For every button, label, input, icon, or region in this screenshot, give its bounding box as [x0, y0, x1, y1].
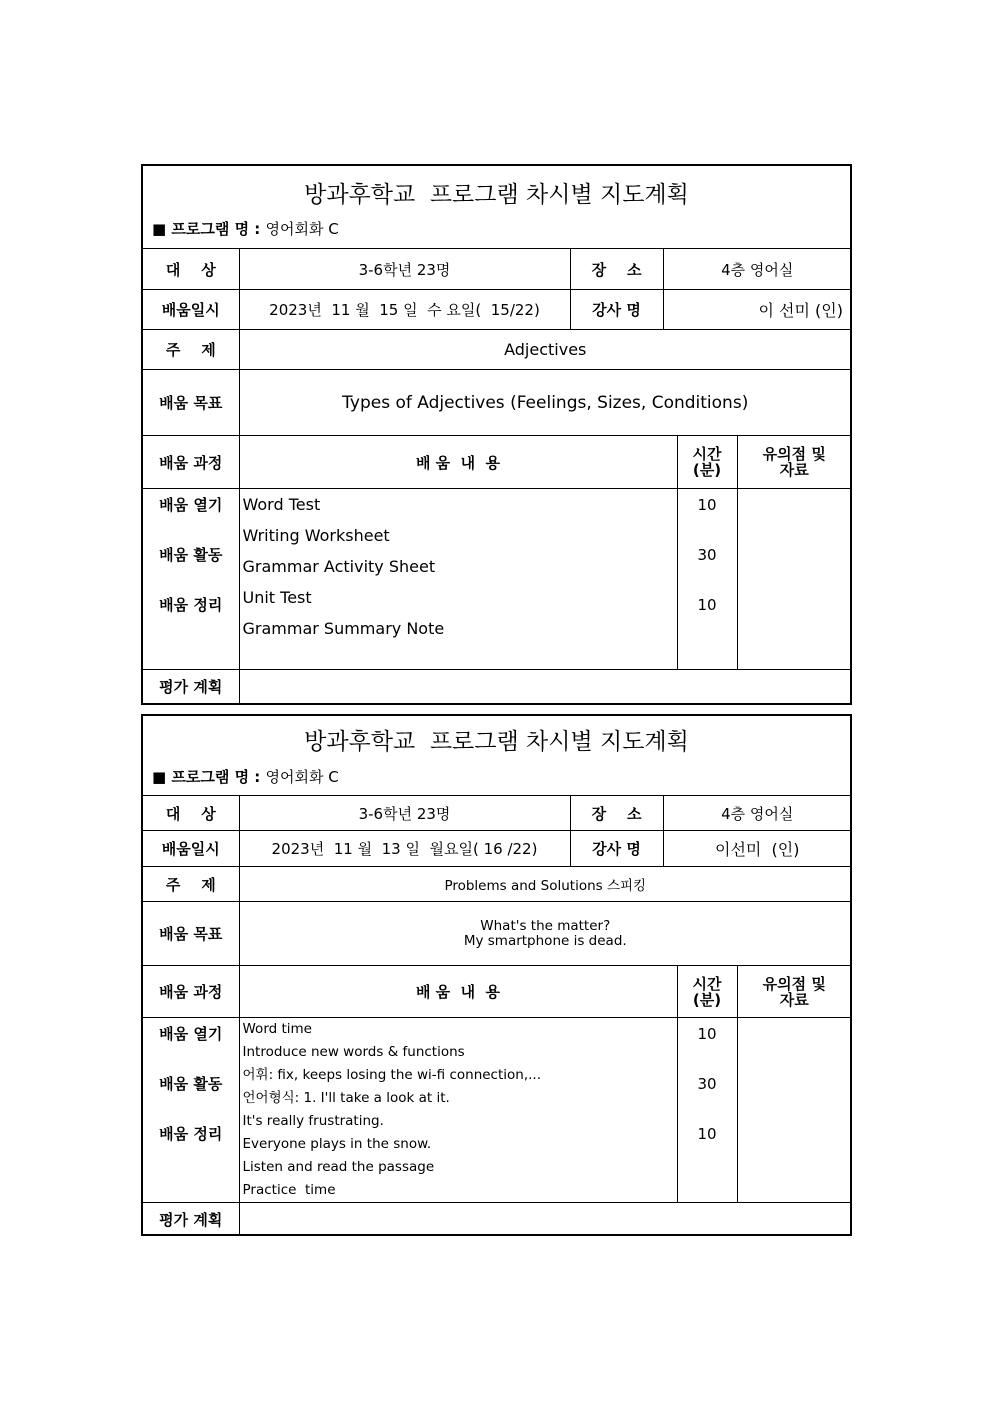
stage-activity: 배움 활동	[159, 1075, 223, 1093]
stage-open: 배움 열기	[159, 496, 223, 514]
minutes-cell	[677, 1018, 737, 1203]
plan-title: 방과후학교 프로그램 차시별 지도계획	[304, 182, 689, 208]
place-label: 장 소	[570, 249, 663, 290]
date-label: 배움일시	[143, 831, 239, 867]
time-label-line2: (분)	[692, 461, 722, 479]
goal-label: 배움 목표	[143, 370, 239, 436]
content-line: Grammar Activity Sheet	[242, 557, 436, 576]
minutes-cell	[677, 489, 737, 670]
place-value: 4층 영어실	[663, 249, 851, 290]
eval-label: 평가 계획	[143, 1203, 239, 1236]
content-line: 언어형식: 1. I'll take a look at it.	[242, 1090, 450, 1106]
lesson-plan-1	[141, 164, 852, 705]
goal-label: 배움 목표	[143, 902, 239, 966]
goal-value	[239, 902, 851, 966]
topic-value: Problems and Solutions 스피킹	[239, 867, 851, 902]
content-line: Listen and read the passage	[242, 1159, 435, 1175]
content-line: Grammar Summary Note	[242, 619, 445, 638]
time-label-line2: (분)	[692, 990, 722, 1009]
stage-open: 배움 열기	[159, 1025, 223, 1043]
lesson-plan-2	[141, 714, 852, 1236]
content-line: Everyone plays in the snow.	[242, 1136, 432, 1152]
content-cell	[239, 489, 677, 670]
stage-activity: 배움 활동	[159, 546, 223, 564]
content-line: It's really frustrating.	[242, 1113, 384, 1129]
content-line: 어휘: fix, keeps losing the wi-fi connection,...	[242, 1067, 542, 1083]
time-label-line1: 시간	[692, 445, 722, 463]
time-label	[677, 966, 737, 1018]
target-label: 대 상	[143, 249, 239, 290]
minutes-open: 10	[697, 1025, 717, 1043]
program-name: 영어회화 C	[265, 768, 339, 786]
stage-cell	[143, 1018, 239, 1203]
process-label: 배움 과정	[143, 436, 239, 489]
time-label	[677, 436, 737, 489]
topic-label: 주 제	[143, 867, 239, 902]
plan-table	[143, 248, 851, 330]
program-prefix: ■ 프로그램 명 :	[152, 768, 266, 786]
note-cell	[737, 1018, 851, 1203]
plan-table-2	[143, 866, 851, 1236]
content-line: Word time	[242, 1021, 312, 1037]
plan-table	[143, 795, 851, 867]
note-cell	[737, 489, 851, 670]
program-name-line	[152, 218, 339, 239]
content-line: Unit Test	[242, 588, 312, 607]
minutes-wrapup: 10	[697, 596, 717, 614]
topic-value: Adjectives	[239, 330, 851, 370]
note-label-line1: 유의점 및	[762, 974, 826, 993]
teacher-value: 이 선미 (인)	[663, 290, 851, 330]
eval-value	[239, 670, 851, 703]
stage-wrapup: 배움 정리	[159, 596, 223, 614]
note-label-line1: 유의점 및	[762, 445, 826, 463]
plan-table-2	[143, 329, 851, 703]
target-value: 3-6학년 23명	[239, 796, 570, 831]
note-label-line2: 자료	[779, 461, 809, 479]
content-line: Practice time	[242, 1182, 336, 1198]
process-label: 배움 과정	[143, 966, 239, 1018]
plan-title: 방과후학교 프로그램 차시별 지도계획	[304, 729, 689, 755]
program-name-line	[152, 766, 339, 787]
program-prefix: ■ 프로그램 명 :	[152, 220, 266, 238]
stage-cell	[143, 489, 239, 670]
content-line: Introduce new words & functions	[242, 1044, 465, 1060]
place-label: 장 소	[570, 796, 663, 831]
goal-line: My smartphone is dead.	[463, 932, 627, 949]
note-label	[737, 966, 851, 1018]
teacher-label: 강사 명	[570, 290, 663, 330]
date-value: 2023년 11 월 15 일 수 요일( 15/22)	[239, 290, 570, 330]
target-label: 대 상	[143, 796, 239, 831]
note-label-line2: 자료	[779, 990, 809, 1009]
minutes-open: 10	[697, 496, 717, 514]
eval-value	[239, 1203, 851, 1236]
stage-wrapup: 배움 정리	[159, 1125, 223, 1143]
content-line: Word Test	[242, 495, 321, 514]
topic-label: 주 제	[143, 330, 239, 370]
teacher-label: 강사 명	[570, 831, 663, 867]
note-label	[737, 436, 851, 489]
program-name: 영어회화 C	[265, 220, 339, 238]
date-value: 2023년 11 월 13 일 월요일( 16 /22)	[239, 831, 570, 867]
minutes-activity: 30	[697, 546, 717, 564]
time-label-line1: 시간	[692, 974, 722, 993]
date-label: 배움일시	[143, 290, 239, 330]
minutes-activity: 30	[697, 1075, 717, 1093]
goal-line: What's the matter?	[480, 917, 611, 934]
content-cell	[239, 1018, 677, 1203]
teacher-value: 이선미 (인)	[663, 831, 851, 867]
target-value: 3-6학년 23명	[239, 249, 570, 290]
goal-value	[239, 370, 851, 436]
goal-line: Types of Adjectives (Feelings, Sizes, Conditions)	[342, 392, 749, 413]
content-line: Writing Worksheet	[242, 526, 390, 545]
content-label: 배 움 내 용	[239, 436, 677, 489]
place-value: 4층 영어실	[663, 796, 851, 831]
eval-label: 평가 계획	[143, 670, 239, 703]
minutes-wrapup: 10	[697, 1125, 717, 1143]
content-label: 배 움 내 용	[239, 966, 677, 1018]
